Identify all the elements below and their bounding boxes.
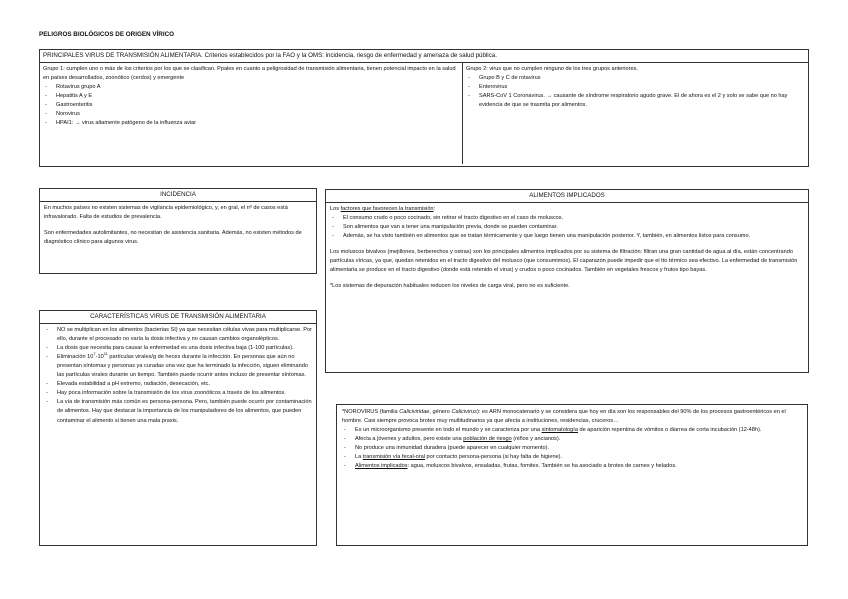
grupo1-item: - Gastroenteritis [43, 101, 459, 110]
caracteristicas-list [44, 326, 312, 426]
norovirus-list [342, 426, 802, 471]
caracteristicas-heading: CARACTERÍSTICAS VIRUS DE TRANSMISIÓN ALIMENTARIA [40, 311, 316, 324]
page-title: PELIGROS BIOLÓGICOS DE ORIGEN VÍRICO [39, 31, 175, 38]
eliminacion-text: partículas virales/g de heces durante la infección. En personas que aún no presentan síntomas y personas ya curadas una vez que ha terminado la infección, siguen eliminando las partículas virales durante un tiempo. También puede ocurrir antes incluso de presentar síntomas. [57, 354, 308, 379]
sintomatologia-text: sintomatología [541, 427, 578, 434]
norovirus-familia: Caliciviridae [399, 409, 430, 415]
norovirus-intro: *NOROVIRUS (familia Caliciviridae, género Calicivirus): es ARN monocatenario y se considera que hoy en día son los responsables del 90% de los procesos gastroentéricos en el hombre. Casi siempre provoca brotes muy multitudinarios ya que afecta a instituciones, residencias, cruceros… [342, 409, 786, 425]
caracteristica-item: - Elevada estabilidad a pH extremo, radiación, desecación, etc. [44, 380, 312, 389]
grupo2-item: - SARS-CoV 1 Coronavirus. → causante de síndrome respiratorio agudo grave. El de ahora es el 2 y solo se sabe que no hay evidencia de que se trasmita por alimentos. [466, 92, 805, 110]
eliminacion-prefix: Eliminación 10 [57, 354, 94, 361]
alimentos-box [325, 189, 809, 373]
norovirus-item: - La transmisión vía fecal-oral por contacto persona-persona (si hay falta de higiene). [342, 453, 802, 462]
depuracion-note: *Los sistemas de depuración habituales reducen los niveles de carga viral, pero no es suficiente. [330, 283, 570, 290]
grupo1-item: - Norovirus [43, 110, 459, 119]
caracteristica-item: - Hay poca información sobre la transmisión de los virus zoonóticos a través de los alimentos. [44, 389, 312, 398]
grupo1-item: - Hepatitis A y E [43, 92, 459, 101]
alimento-factor-item: - Son alimentos que van a tener una manipulación previa, donde se pueden contaminar. [330, 223, 804, 232]
incidencia-paragraph: En muchos países no existen sistemas de vigilancia epidemiológico, y, en gral, el nº de casos está infravalorado. Falta de estudios de prevalencia. [44, 205, 288, 221]
transmision-text: transmisión vía fecal-oral [362, 454, 425, 461]
grupo2-intro: Grupo 2: virus que no cumplen ninguno de los tres grupos anteriores. [466, 66, 638, 73]
grupo1-column [40, 63, 462, 164]
grupo1-intro: Grupo 1: cumplen uno o más de los criterios por los que se clasifican. Ppales en cuanto a peligrosidad de transmisión alimentaria, tienen potencial impacto en la salud en países desarrollados, zoonótico (cerdos) y emergente [43, 66, 456, 82]
alimentos-implicados-text: Alimentos implicados [355, 463, 408, 470]
eliminacion-exponent: 7 [93, 351, 96, 357]
alimentos-intro: Los factores que favorecen la transmisión: [330, 206, 436, 213]
norovirus-item: - Es un microorganismo presente en todo el mundo y se caracteriza por una sintomatología de aparición repentina de vómitos o diarrea de corta incubación (12-48h). [342, 426, 802, 435]
grupo1-list [43, 83, 459, 128]
grupo1-item: - Rotavirus grupo A [43, 83, 459, 92]
caracteristicas-box [39, 310, 317, 546]
caracteristica-item: - La vía de transmisión más común es persona-persona. Pero, también puede ocurrir por contaminación de alimentos. Hay que destacar la importancia de los manipuladores de los alimentos, que pueden contaminar el alimento si tienen una mala praxis. [44, 398, 312, 425]
principales-virus-heading: PRINCIPALES VIRUS DE TRANSMISIÓN ALIMENTARIA. Criterios establecidos por la FAO y la OMS: incidencia, riesgo de enfermedad y amenaza de salud pública. [40, 50, 808, 63]
grupo2-list [466, 74, 805, 110]
grupo2-item: - Grupo B y C de rotavirus [466, 74, 805, 83]
norovirus-item: - Afecta a jóvenes y adultos, pero existe una población de riesgo (niños y ancianos). [342, 435, 802, 444]
caracteristica-item: - La dosis que necesita para causar la enfermedad es una dosis infectiva baja (1-100 partículas). [44, 344, 312, 353]
alimento-factor-item: - El consumo crudo o poco cocinado, sin retirar el tracto digestivo en el caso de moluscos. [330, 214, 804, 223]
norovirus-item: - No produce una inmunidad duradera (puede aparecer en cualquier momento). [342, 444, 802, 453]
grupo2-column [463, 63, 808, 164]
alimento-factor-item: - Además, se ha visto también en alimentos que se tratan térmicamente y que luego tienen una manipulación posterior. Y, también, en alimentos listos para consumo. [330, 232, 804, 241]
caracteristica-item-eliminacion [44, 353, 312, 380]
moluscos-paragraph: Los moluscos bivalvos (mejillones, berberechos y ostras) son los principales alimentos implicados por su sistema de filtración: filtran una gran cantidad de agua al día, están concentrando partículas víricas, ya que, quedan retenidos en el tracto digestivo del molusco (que consumimos). El caparazón puede impedir que el tto térmico sea efectivo. La enfermedad de transmisión alimentaria se produce en el tracto digestivo (donde está retenido el virus) y crudos o poco cocinados. También en vegetales frescos y frutos tipo bayas. [330, 249, 798, 274]
incidencia-paragraph: Son enfermedades autolimitantes, no necesitan de asistencia sanitaria. Además, no existen métodos de diagnóstico clínico para algunos virus. [44, 230, 302, 246]
incidencia-heading: INCIDENCIA [40, 189, 316, 202]
norovirus-item: - Alimentos implicados: agua, moluscos bivalvos, ensaladas, frutas, fomites. También se ha asociado a brotes de carnes y helados. [342, 462, 802, 471]
eliminacion-exponent: 11 [103, 351, 108, 357]
factores-link-text: factores que favorecen la transmisión [340, 206, 434, 213]
eliminacion-mid: -10 [95, 354, 104, 361]
norovirus-genero: Calicivirus [451, 409, 477, 415]
grupo2-item: - Enterovirus [466, 83, 805, 92]
poblacion-riesgo-text: población de riesgo [463, 436, 512, 443]
caracteristica-item: - NO se multiplican en los alimentos (bacterias SI) ya que necesitan células vivas para multiplicarse. Por ello, durante el procesado no varía la dosis infectiva y no causan cambios organolépticos. [44, 326, 312, 344]
principales-virus-box [39, 49, 809, 167]
incidencia-box [39, 188, 317, 274]
alimentos-list [330, 214, 804, 241]
norovirus-lead: *NOROVIRUS [342, 409, 379, 415]
grupo1-item: - HPAI1: → virus altamente patógeno de la influenza aviar [43, 119, 459, 128]
alimentos-heading: ALIMENTOS IMPLICADOS [326, 190, 808, 203]
norovirus-box [336, 404, 808, 546]
